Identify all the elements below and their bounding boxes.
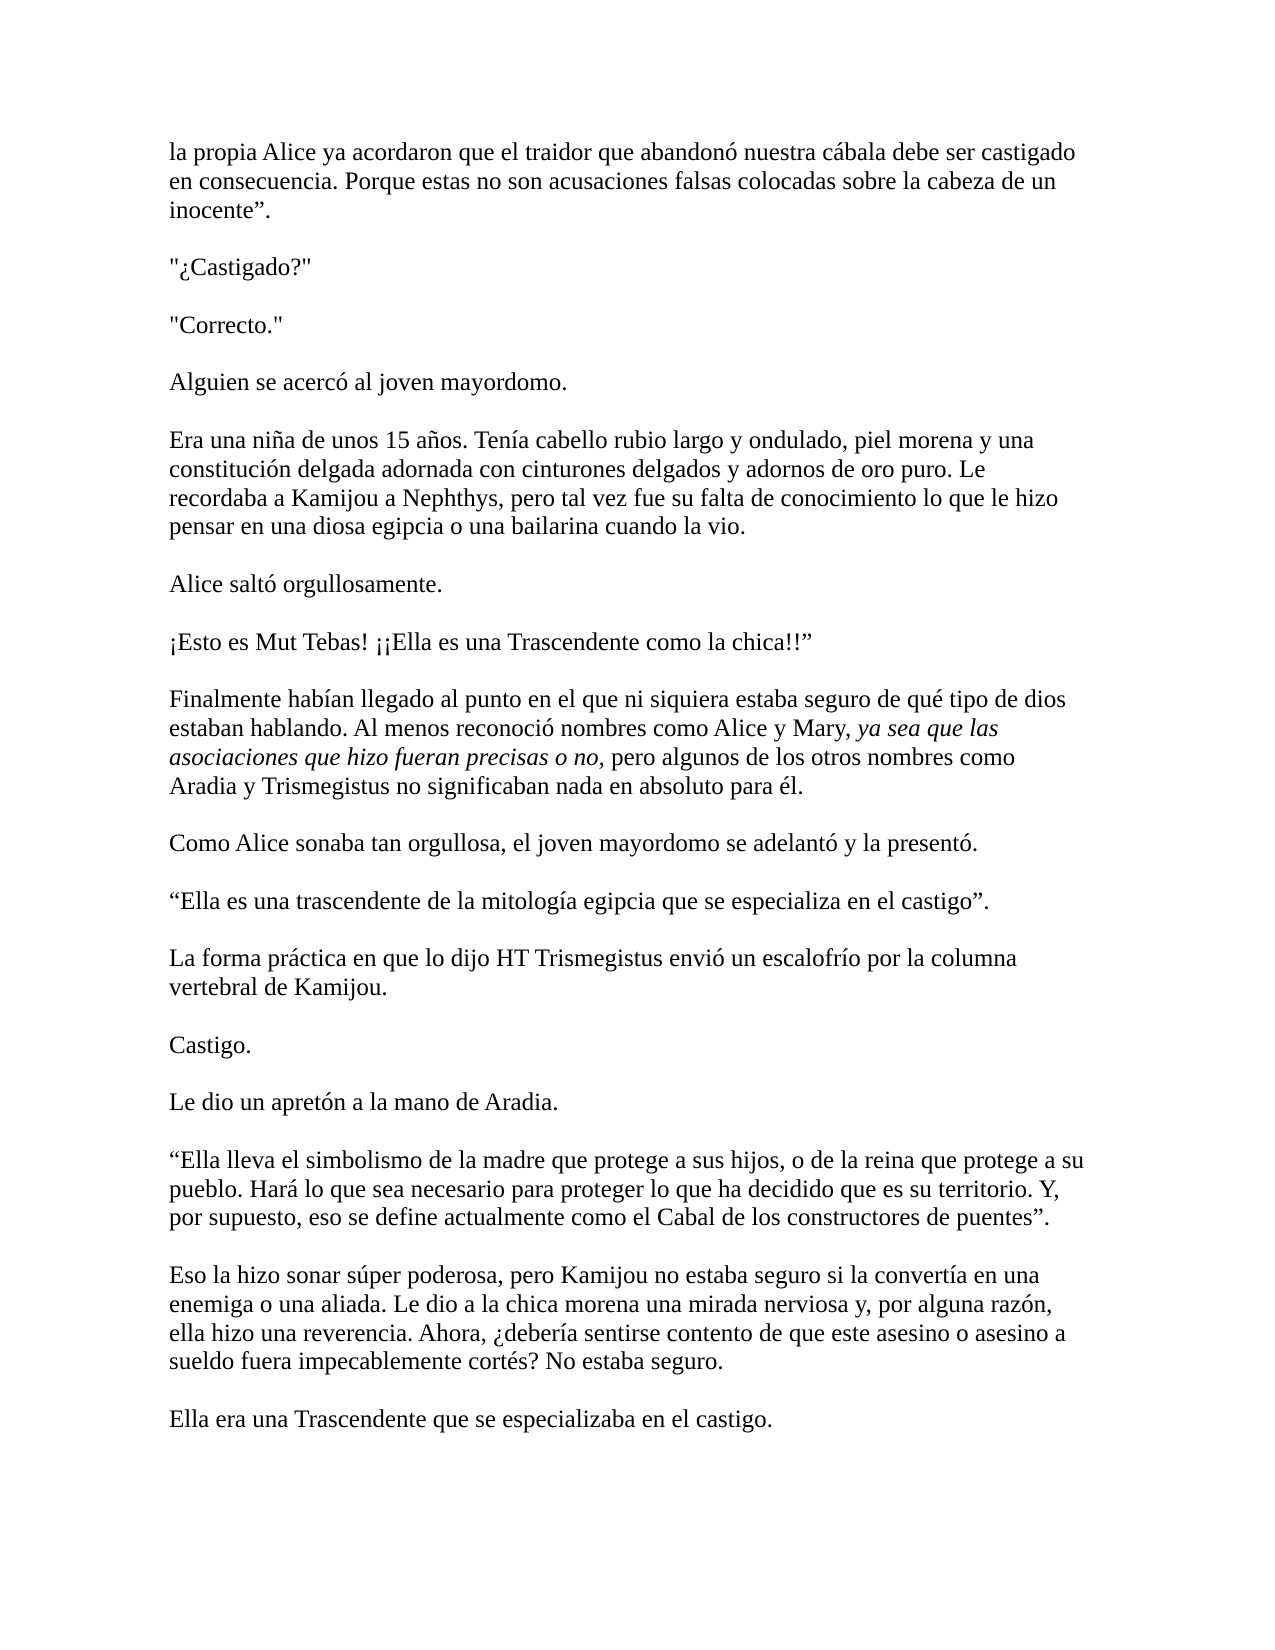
text-segment: Finalmente habían llegado al punto en el que ni siquiera estaba seguro de qué tipo de dios (169, 686, 1066, 714)
text-segment: ¡Esto es Mut Tebas! ¡¡Ella es una Trascendente como la chica!!” (169, 628, 813, 656)
text-line (169, 1291, 1109, 1320)
text-segment: "Correcto." (169, 311, 284, 339)
text-segment: recordaba a Kamijou a Nephthys, pero tal vez fue su falta de conocimiento lo que le hizo (169, 484, 1059, 512)
text-line (169, 1262, 1109, 1291)
text-line (169, 629, 1109, 658)
text-line (169, 427, 1109, 456)
text-segment: estaban hablando. Al menos reconoció nombres como Alice y Mary, (169, 714, 858, 742)
text-line (169, 312, 1109, 341)
paragraph (169, 686, 1109, 801)
paragraph (169, 1089, 1109, 1118)
paragraph (169, 1032, 1109, 1061)
text-segment: pero algunos de los otros nombres como (604, 743, 1016, 771)
text-segment: La forma práctica en que lo dijo HT Trismegistus envió un escalofrío por la columna (169, 945, 1017, 973)
text-line (169, 744, 1109, 773)
text-segment: pensar en una diosa egipcia o una bailarina cuando la vio. (169, 513, 746, 541)
text-line (169, 571, 1109, 600)
text-segment: inocente”. (169, 196, 272, 224)
text-segment: Alice saltó orgullosamente. (169, 570, 443, 598)
text-segment: Alguien se acercó al joven mayordomo. (169, 369, 568, 397)
text-segment: la propia Alice ya acordaron que el traidor que abandonó nuestra cábala debe ser castigado (169, 139, 1076, 166)
paragraph (169, 1262, 1109, 1377)
text-line (169, 1406, 1109, 1435)
paragraph (169, 830, 1109, 859)
text-segment: enemiga o una aliada. Le dio a la chica morena una mirada nerviosa y, por alguna razón, (169, 1290, 1053, 1318)
text-line (169, 1032, 1109, 1061)
text-line (169, 485, 1109, 514)
paragraph (169, 629, 1109, 658)
text-line (169, 254, 1109, 283)
text-segment: Castigo. (169, 1031, 252, 1059)
paragraph (169, 139, 1109, 225)
text-segment: Ella era una Trascendente que se especializaba en el castigo. (169, 1406, 773, 1434)
text-line (169, 139, 1109, 168)
paragraph (169, 254, 1109, 283)
text-segment: vertebral de Kamijou. (169, 974, 388, 1002)
text-line (169, 830, 1109, 859)
text-line (169, 1320, 1109, 1349)
paragraph (169, 369, 1109, 398)
document-text-body (169, 139, 1109, 1435)
text-segment: "¿Castigado?" (169, 254, 312, 282)
text-line (169, 513, 1109, 542)
text-line (169, 715, 1109, 744)
text-line (169, 773, 1109, 802)
paragraph (169, 1147, 1109, 1233)
paragraph (169, 888, 1109, 917)
text-line (169, 1204, 1109, 1233)
text-line (169, 168, 1109, 197)
text-line (169, 1089, 1109, 1118)
paragraph (169, 312, 1109, 341)
text-line (169, 686, 1109, 715)
text-segment: constitución delgada adornada con cinturones delgados y adornos de oro puro. Le (169, 455, 986, 483)
text-segment: sueldo fuera impecablemente cortés? No estaba seguro. (169, 1348, 724, 1376)
text-segment: pueblo. Hará lo que sea necesario para proteger lo que ha decidido que es su territorio. Y, (169, 1175, 1060, 1203)
text-line (169, 369, 1109, 398)
text-segment-italic: ya sea que las (857, 714, 999, 742)
paragraph (169, 571, 1109, 600)
text-segment: por supuesto, eso se define actualmente como el Cabal de los constructores de puentes”. (169, 1204, 1050, 1232)
text-segment: Aradia y Trismegistus no significaban nada en absoluto para él. (169, 772, 804, 800)
text-segment-italic: asociaciones que hizo fueran precisas o no, (169, 743, 605, 771)
text-line (169, 888, 1109, 917)
text-line (169, 974, 1109, 1003)
text-line (169, 197, 1109, 226)
text-segment: Era una niña de unos 15 años. Tenía cabello rubio largo y ondulado, piel morena y una (169, 426, 1035, 454)
text-segment: Eso la hizo sonar súper poderosa, pero Kamijou no estaba seguro si la convertía en una (169, 1262, 1040, 1290)
text-segment: “Ella lleva el simbolismo de la madre que protege a sus hijos, o de la reina que protege a su (169, 1146, 1084, 1174)
text-segment: Le dio un apretón a la mano de Aradia. (169, 1089, 559, 1117)
text-line (169, 945, 1109, 974)
text-segment: ella hizo una reverencia. Ahora, ¿debería sentirse contento de que este asesino o asesino a (169, 1319, 1066, 1347)
text-line (169, 1147, 1109, 1176)
paragraph (169, 1406, 1109, 1435)
text-line (169, 1176, 1109, 1205)
paragraph (169, 427, 1109, 542)
text-line (169, 1348, 1109, 1377)
text-segment: Como Alice sonaba tan orgullosa, el joven mayordomo se adelantó y la presentó. (169, 830, 979, 858)
text-segment: “Ella es una trascendente de la mitología egipcia que se especializa en el castigo”. (169, 887, 990, 915)
text-line (169, 456, 1109, 485)
paragraph (169, 945, 1109, 1003)
text-segment: en consecuencia. Porque estas no son acusaciones falsas colocadas sobre la cabeza de un (169, 167, 1057, 195)
